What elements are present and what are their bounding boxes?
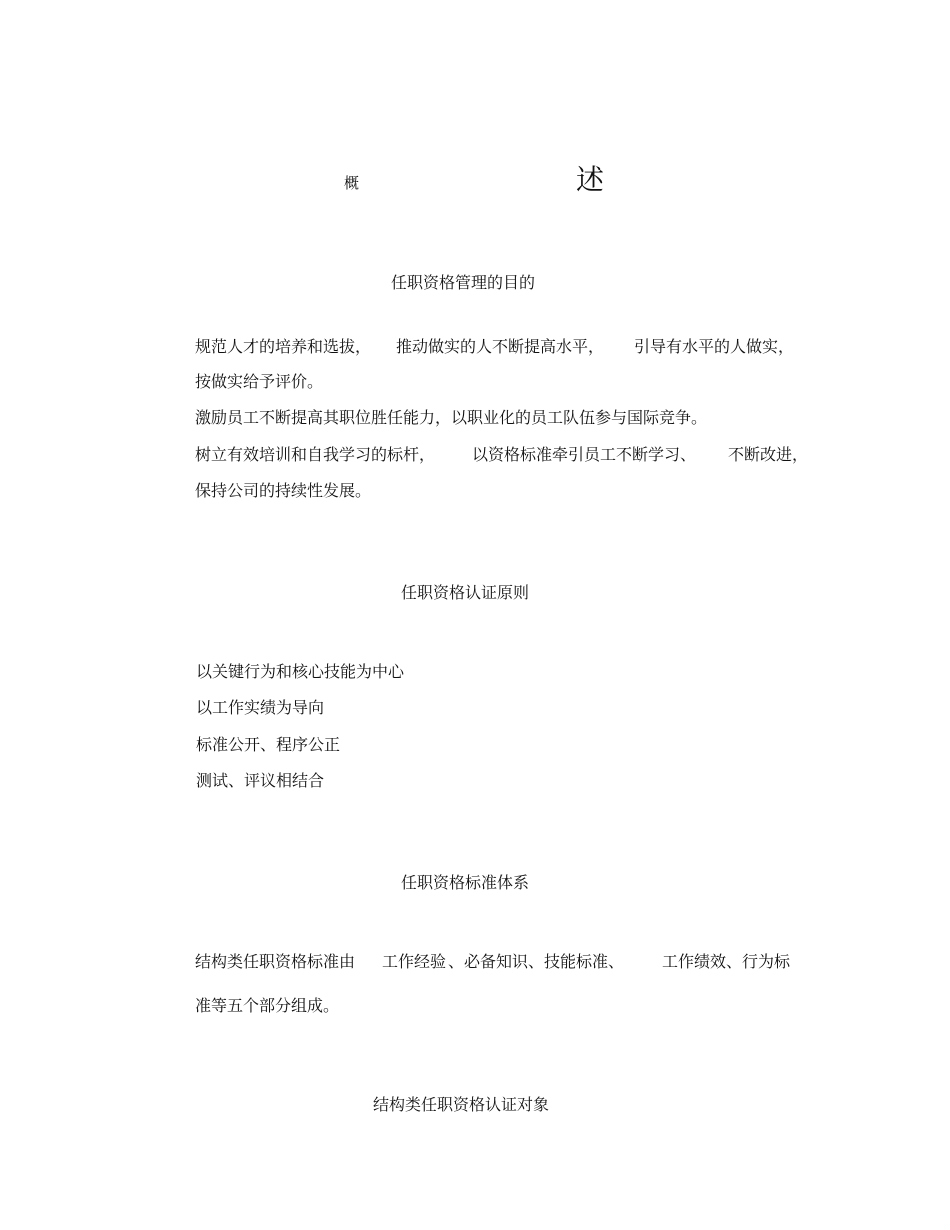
paragraph-line-4c: 不断改进， (728, 445, 809, 464)
list-item: 标准公开、程序公正 (196, 735, 341, 754)
section-heading-principles: 任职资格认证原则 (401, 583, 530, 602)
paragraph-line-2: 按做实给予评价。 (195, 372, 324, 391)
paragraph-line-4b: 以资格标准牵引员工不断学习、 (472, 445, 697, 464)
paragraph-line-6a: 结构类任职资格标准由 (195, 952, 356, 971)
section-heading-standards: 任职资格标准体系 (401, 873, 530, 892)
section-heading-targets: 结构类任职资格认证对象 (373, 1095, 550, 1114)
paragraph-line-6c: 、必备知识、技能标准、 (448, 952, 625, 971)
paragraph-line-1c: 引导有水平的人做实， (634, 337, 795, 356)
paragraph-line-3: 激励员工不断提高其职位胜任能力，以职业化的员工队伍参与国际竞争。 (195, 408, 708, 427)
paragraph-line-1b: 推动做实的人不断提高水平， (396, 337, 605, 356)
paragraph-line-4a: 树立有效培训和自我学习的标杆， (195, 445, 436, 464)
paragraph-line-6b: 工作经验 (382, 952, 447, 971)
list-item: 以关键行为和核心技能为中心 (196, 662, 405, 681)
page-title-part-1: 概 (344, 174, 360, 192)
section-heading-purpose: 任职资格管理的目的 (391, 273, 536, 292)
list-item: 以工作实绩为导向 (196, 698, 325, 717)
paragraph-line-5: 保持公司的持续性发展。 (195, 481, 372, 500)
page-title-part-2: 述 (576, 163, 605, 196)
list-item: 测试、评议相结合 (196, 771, 325, 790)
paragraph-line-1a: 规范人才的培养和选拔， (195, 337, 372, 356)
paragraph-line-7: 准等五个部分组成。 (195, 996, 340, 1015)
paragraph-line-6d: 工作绩效、行为标 (662, 952, 791, 971)
